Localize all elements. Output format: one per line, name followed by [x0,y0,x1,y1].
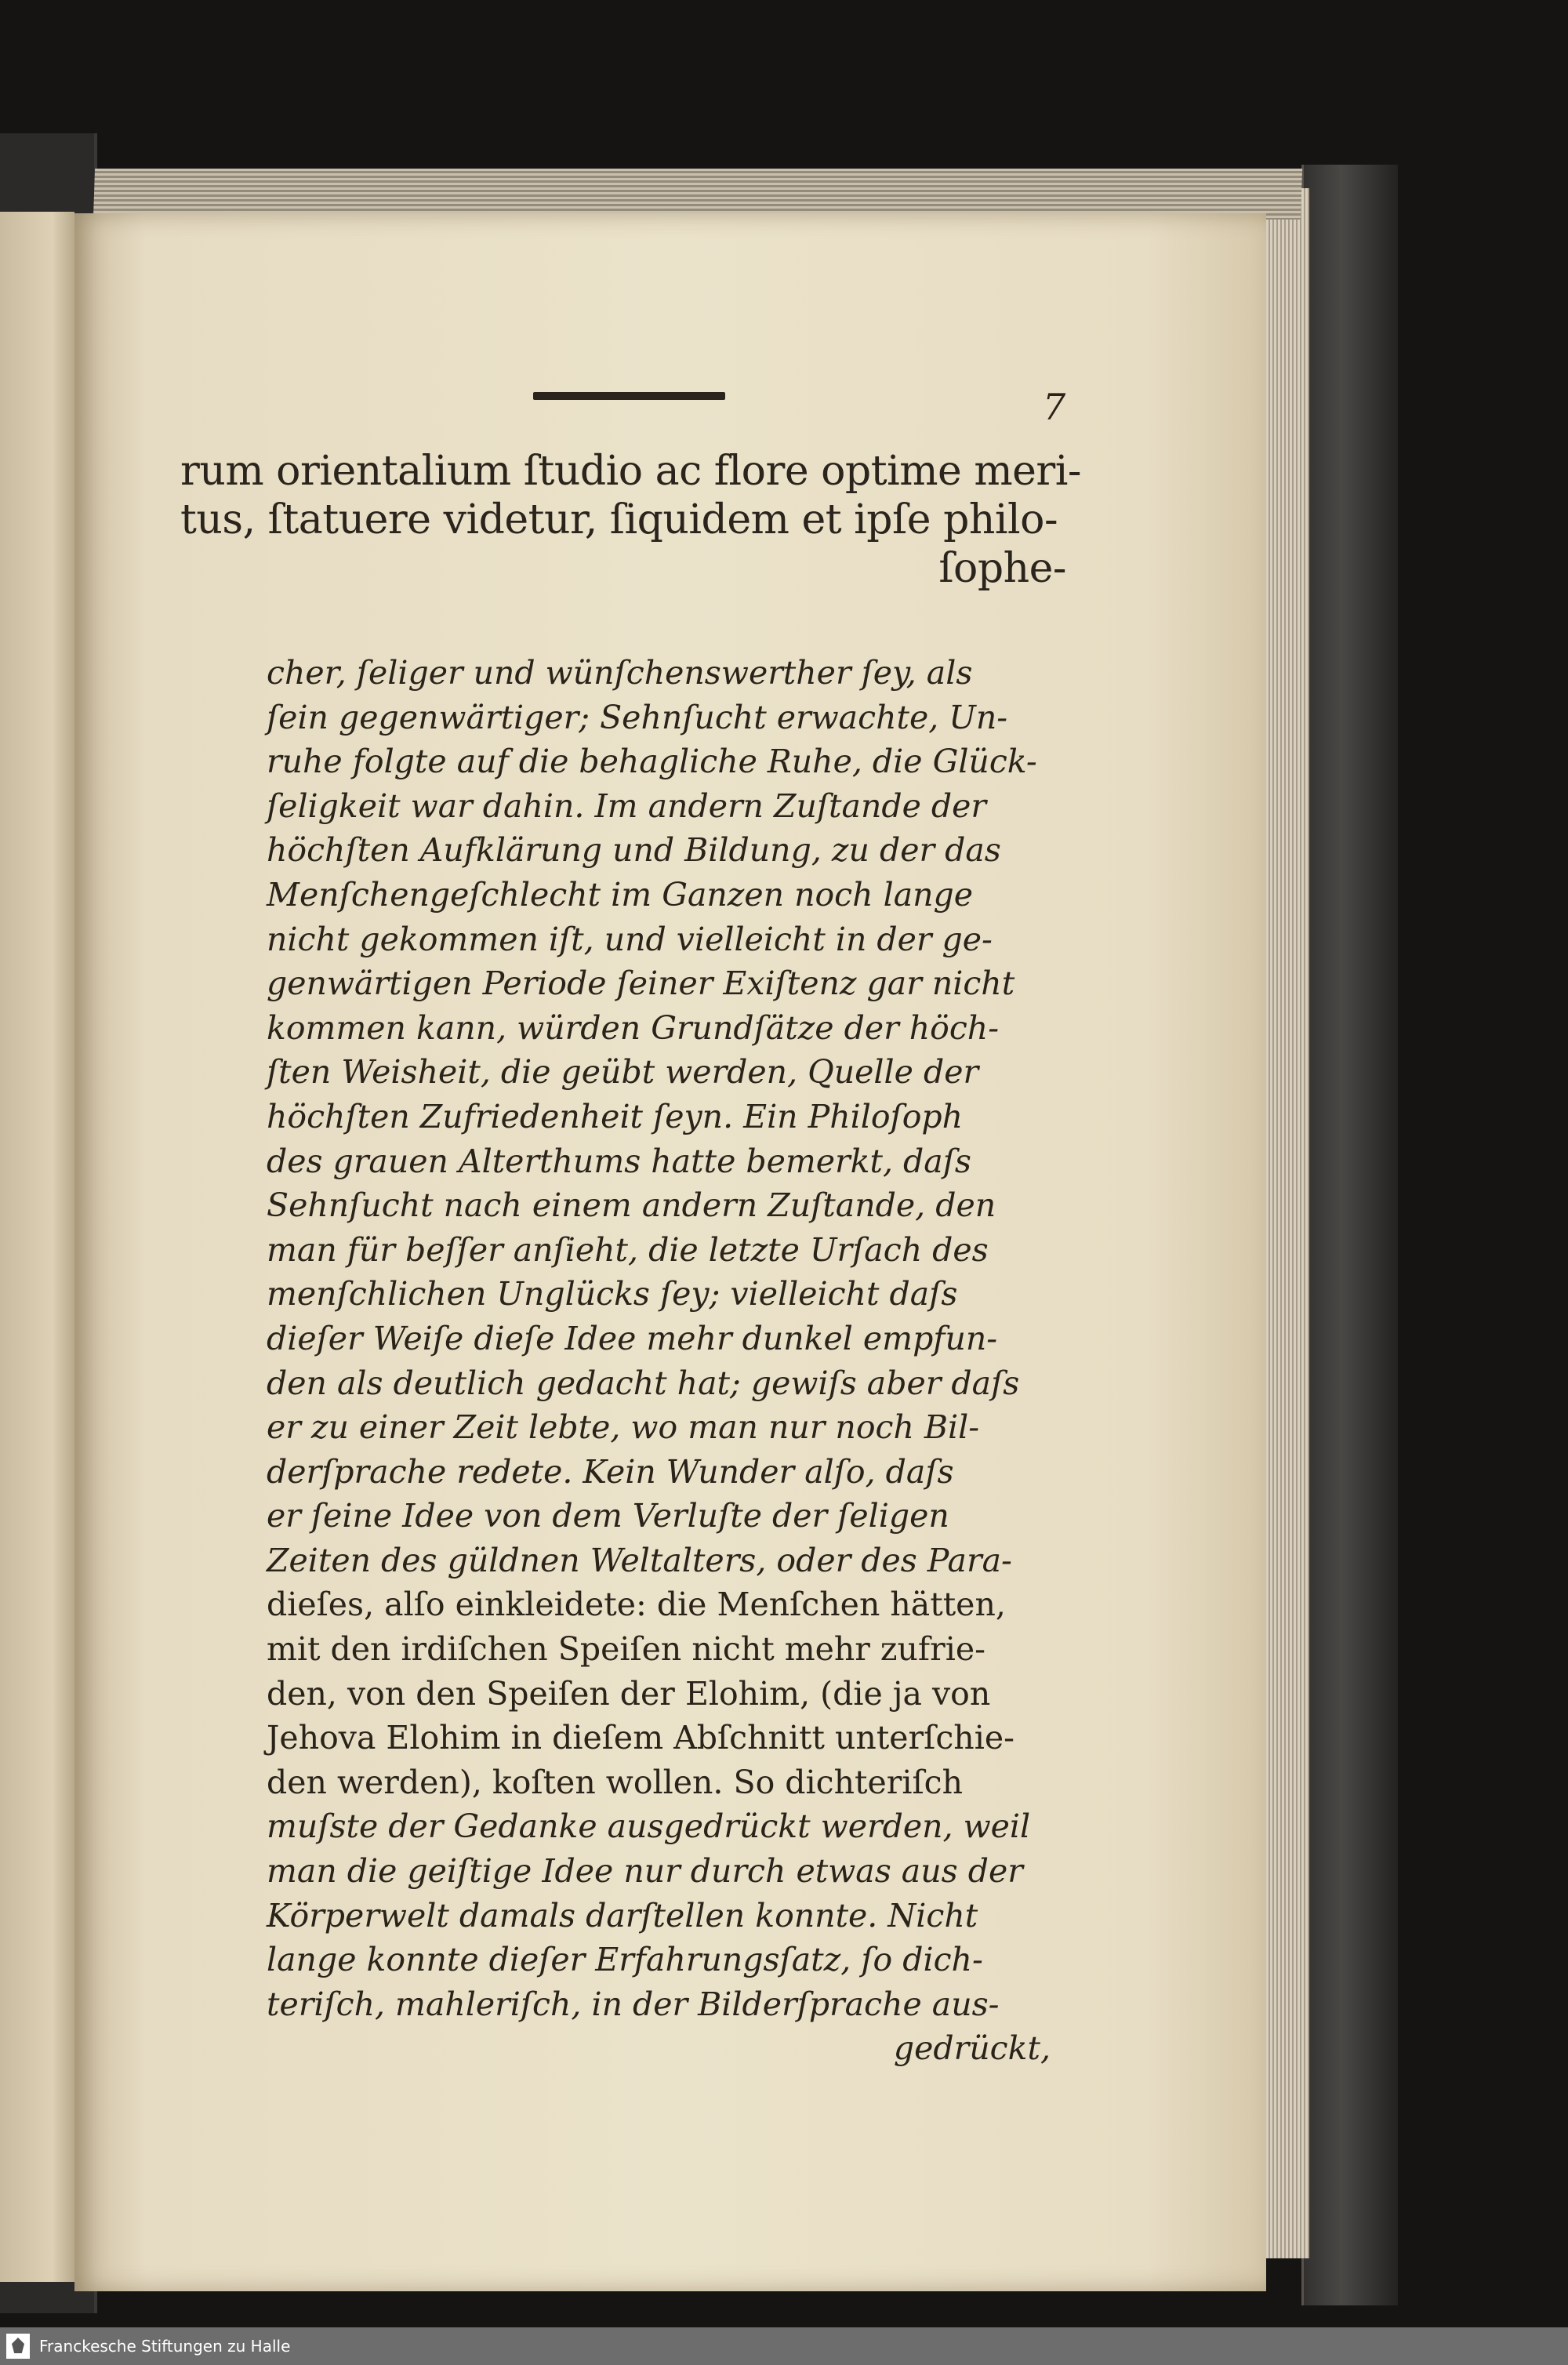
text-line: Menſchengeſchlecht im Ganzen noch lange [267,875,974,914]
text-line: ſeligkeit war dahin. Im andern Zuſtande der [267,787,987,825]
text-line: Zeiten des güldnen Weltalters, oder des Para- [267,1541,1012,1579]
text-line: er zu einer Zeit lebte, wo man nur noch Bil- [267,1408,980,1447]
text-line: ſein gegenwärtiger; Sehnſucht erwachte, Un- [267,698,1008,736]
text-line: ſten Weisheit, die geübt werden, Quelle der [267,1053,979,1092]
text-line: dieſer Weiſe dieſe Idee mehr dunkel empfun- [267,1319,998,1357]
institution-logo-icon [6,2334,30,2359]
text-line: lange konnte dieſer Erfahrungsſatz, ſo dich- [267,1941,983,1979]
footer-bar [0,2327,1568,2365]
right-book-board [1301,165,1398,2305]
text-line: ruhe folgte auf die behagliche Ruhe, die Glück- [267,743,1037,781]
text-line: muſste der Gedanke ausgedrückt werden, weil [267,1807,1031,1846]
page-number: 7 [1043,386,1066,428]
text-line: cher, ſeliger und wünſchenswerther ſey, als [267,654,973,692]
text-line: Sehnſucht nach einem andern Zuſtande, den [267,1186,996,1225]
text-line: er ſeine Idee von dem Verluſte der ſeligen [267,1497,949,1535]
text-line: höchſten Aufklärung und Bildung, zu der das [267,831,1001,870]
text-line: des grauen Alterthums hatte bemerkt, daſs [267,1142,971,1180]
text-line: teriſch, mahleriſch, in der Bilderſprache aus- [267,1985,1000,2023]
text-line: derſprache redete. Kein Wunder alſo, daſs [267,1452,954,1491]
text-line: menſchlichen Unglücks ſey; vielleicht daſs [267,1275,958,1313]
text-line: gedrückt, [893,2029,1051,2068]
text-line: höchſten Zufriedenheit ſeyn. Ein Philoſoph [267,1097,964,1135]
latin-line: rum orientalium ſtudio ac flore optime meri- [180,448,1081,495]
text-line: nicht gekommen iſt, und vielleicht in der ge- [267,920,993,958]
footer-credit: Franckesche Stiftungen zu Halle [39,2337,291,2356]
text-line: dieſes, alſo einkleidete: die Menſchen hätten, [267,1586,1006,1624]
page-top-edge [93,169,1302,220]
text-line: genwärtigen Periode ſeiner Exiſtenz gar nicht [267,965,1015,1003]
header-rule [533,392,725,400]
text-line: kommen kann, würden Grundſätze der höch- [267,1008,1000,1047]
text-line: den als deutlich gedacht hat; gewiſs aber daſs [267,1364,1020,1402]
left-page-edge [0,212,74,2282]
text-line: man für beſſer anſieht, die letzte Urſach des [267,1230,989,1269]
latin-passage [180,447,1081,593]
body-text [267,651,1051,2071]
latin-line: ſophe- [938,545,1066,592]
text-line: Körperwelt damals darſtellen konnte. Nicht [267,1896,978,1935]
text-line: mit den irdiſchen Speiſen nicht mehr zufrie- [267,1630,985,1669]
text-line: man die geiſtige Idee nur durch etwas aus der [267,1852,1023,1891]
text-line: den werden), koſten wollen. So dichteriſch [267,1763,964,1801]
latin-line: tus, ſtatuere videtur, ſiquidem et ipſe philo- [180,496,1058,543]
text-line: den, von den Speiſen der Elohim, (die ja von [267,1674,991,1713]
text-line: Jehova Elohim in dieſem Abſchnitt unterſchie- [267,1719,1014,1757]
